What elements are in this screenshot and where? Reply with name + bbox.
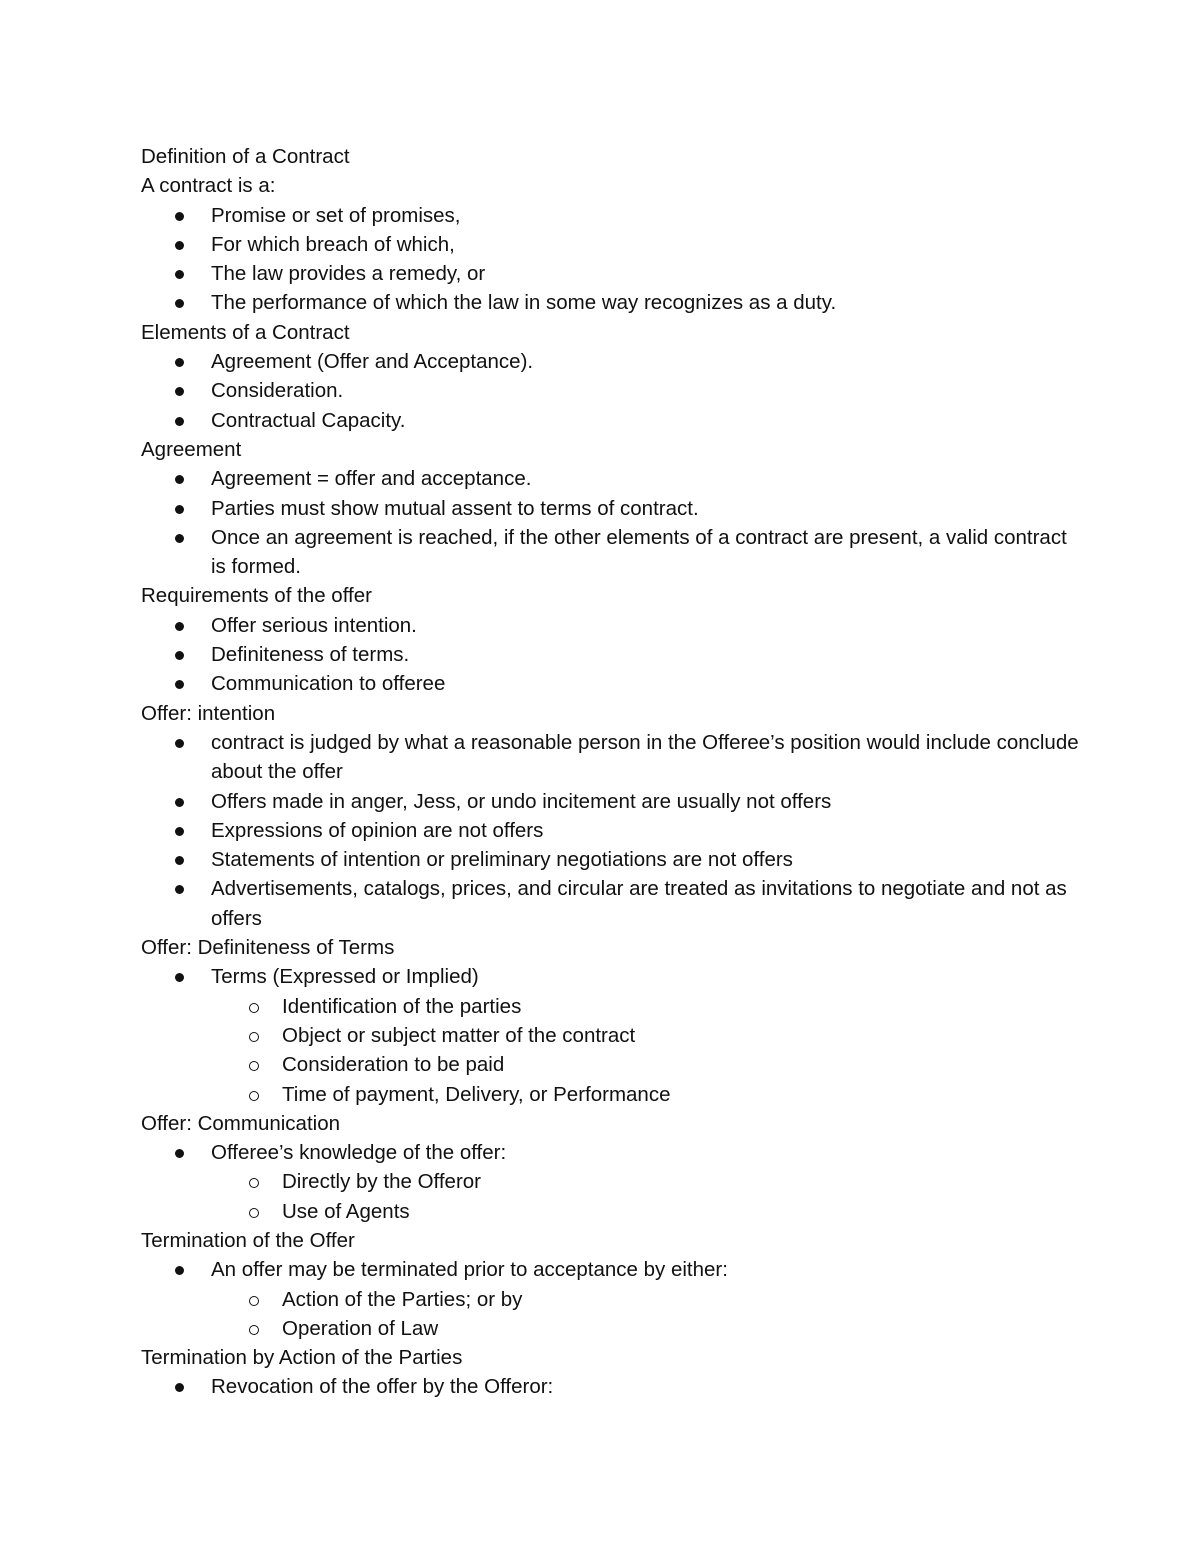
sub-bullet-item — [141, 992, 1081, 1021]
bullet-item — [141, 874, 1081, 933]
bullet-item — [141, 669, 1081, 698]
section-heading — [141, 699, 1081, 728]
bullet-item — [141, 845, 1081, 874]
bullet-item — [141, 1255, 1081, 1284]
bullet-icon — [173, 494, 187, 523]
sub-bullet-item — [141, 1285, 1081, 1314]
bullet-item — [141, 962, 1081, 991]
line-text: Agreement — [141, 437, 242, 461]
sub-bullet-item — [141, 1080, 1081, 1109]
bullet-icon — [173, 728, 187, 757]
line-text: Use of Agents — [282, 1199, 410, 1223]
line-text: Directly by the Offeror — [282, 1170, 481, 1194]
line-text: Identification of the parties — [282, 994, 522, 1018]
line-text: Offers made in anger, Jess, or undo incitement are usually not offers — [211, 789, 832, 813]
sub-bullet-item — [141, 1021, 1081, 1050]
section-heading — [141, 1226, 1081, 1255]
line-text: Terms (Expressed or Implied) — [211, 965, 479, 989]
line-text: The law provides a remedy, or — [211, 262, 486, 286]
line-text: contract is judged by what a reasonable person in the Offeree’s position would include conclude about the offer — [211, 730, 1079, 784]
bullet-item — [141, 464, 1081, 493]
section-heading — [141, 318, 1081, 347]
bullet-icon — [173, 611, 187, 640]
bullet-item — [141, 230, 1081, 259]
line-text: Offer: intention — [141, 701, 276, 725]
hollow-bullet-icon — [248, 1021, 262, 1050]
line-text: The performance of which the law in some way recognizes as a duty. — [211, 291, 837, 315]
line-text: Agreement = offer and acceptance. — [211, 467, 532, 491]
bullet-icon — [173, 347, 187, 376]
bullet-icon — [173, 874, 187, 903]
bullet-item — [141, 1372, 1081, 1401]
bullet-item — [141, 201, 1081, 230]
section-heading — [141, 142, 1081, 171]
line-text: Communication to offeree — [211, 672, 446, 696]
hollow-bullet-icon — [248, 1167, 262, 1196]
document-body — [141, 142, 1081, 1402]
line-text: Expressions of opinion are not offers — [211, 818, 544, 842]
line-text: Promise or set of promises, — [211, 203, 461, 227]
line-text: Termination of the Offer — [141, 1228, 355, 1252]
line-text: Contractual Capacity. — [211, 408, 406, 432]
line-text: Offer serious intention. — [211, 613, 417, 637]
sub-bullet-item — [141, 1167, 1081, 1196]
bullet-item — [141, 259, 1081, 288]
bullet-icon — [173, 1138, 187, 1167]
bullet-icon — [173, 962, 187, 991]
section-heading — [141, 581, 1081, 610]
line-text: Consideration to be paid — [282, 1053, 505, 1077]
line-text: Elements of a Contract — [141, 320, 350, 344]
bullet-item — [141, 728, 1081, 787]
bullet-item — [141, 376, 1081, 405]
line-text: Offeree’s knowledge of the offer: — [211, 1141, 507, 1165]
line-text: Definition of a Contract — [141, 145, 350, 168]
line-text: Consideration. — [211, 379, 344, 403]
bullet-item — [141, 288, 1081, 317]
bullet-icon — [173, 201, 187, 230]
line-text: Requirements of the offer — [141, 584, 372, 608]
bullet-item — [141, 1138, 1081, 1167]
bullet-icon — [173, 669, 187, 698]
section-heading — [141, 171, 1081, 200]
section-heading — [141, 1109, 1081, 1138]
line-text: A contract is a: — [141, 174, 276, 198]
hollow-bullet-icon — [248, 1197, 262, 1226]
line-text: Definiteness of terms. — [211, 643, 410, 667]
line-text: An offer may be terminated prior to acceptance by either: — [211, 1258, 728, 1282]
bullet-item — [141, 611, 1081, 640]
line-text: Once an agreement is reached, if the other elements of a contract are present, a valid contract is formed. — [211, 525, 1067, 579]
bullet-item — [141, 347, 1081, 376]
bullet-icon — [173, 259, 187, 288]
bullet-icon — [173, 845, 187, 874]
line-text: Statements of intention or preliminary negotiations are not offers — [211, 848, 793, 872]
hollow-bullet-icon — [248, 1080, 262, 1109]
section-heading — [141, 1343, 1081, 1372]
line-text: Parties must show mutual assent to terms of contract. — [211, 496, 699, 520]
line-text: Advertisements, catalogs, prices, and circular are treated as invitations to negotiate and not as offers — [211, 877, 1067, 930]
bullet-icon — [173, 288, 187, 317]
section-heading — [141, 933, 1081, 962]
bullet-icon — [173, 376, 187, 405]
bullet-item — [141, 787, 1081, 816]
hollow-bullet-icon — [248, 1050, 262, 1079]
section-heading — [141, 435, 1081, 464]
line-text: Action of the Parties; or by — [282, 1287, 523, 1311]
line-text: Time of payment, Delivery, or Performance — [282, 1082, 671, 1106]
bullet-item — [141, 523, 1081, 582]
bullet-item — [141, 406, 1081, 435]
hollow-bullet-icon — [248, 992, 262, 1021]
sub-bullet-item — [141, 1050, 1081, 1079]
bullet-icon — [173, 406, 187, 435]
line-text: Agreement (Offer and Acceptance). — [211, 350, 534, 374]
line-text: Revocation of the offer by the Offeror: — [211, 1375, 554, 1399]
line-text: Offer: Definiteness of Terms — [141, 936, 395, 960]
bullet-icon — [173, 523, 187, 552]
sub-bullet-item — [141, 1314, 1081, 1343]
bullet-icon — [173, 230, 187, 259]
bullet-icon — [173, 640, 187, 669]
line-text: Object or subject matter of the contract — [282, 1023, 636, 1047]
bullet-item — [141, 494, 1081, 523]
line-text: For which breach of which, — [211, 232, 455, 256]
bullet-item — [141, 816, 1081, 845]
bullet-icon — [173, 816, 187, 845]
line-text: Termination by Action of the Parties — [141, 1346, 463, 1370]
sub-bullet-item — [141, 1197, 1081, 1226]
line-text: Offer: Communication — [141, 1111, 341, 1135]
bullet-icon — [173, 1372, 187, 1401]
bullet-icon — [173, 787, 187, 816]
hollow-bullet-icon — [248, 1314, 262, 1343]
bullet-icon — [173, 1255, 187, 1284]
line-text: Operation of Law — [282, 1316, 439, 1340]
hollow-bullet-icon — [248, 1285, 262, 1314]
bullet-item — [141, 640, 1081, 669]
bullet-icon — [173, 464, 187, 493]
